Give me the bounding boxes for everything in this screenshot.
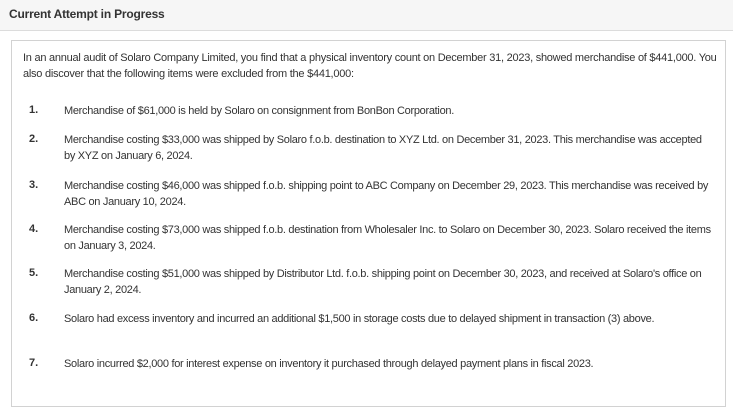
list-item-number: 1. — [29, 104, 39, 116]
list-item-number: 2. — [29, 133, 39, 145]
list-item-text: Merchandise costing $51,000 was shipped by Distributor Ltd. f.o.b. shipping point on December 30, 2023, and received at Solaro's office on January 2, 2024. — [64, 268, 702, 296]
list-item-text: Solaro incurred $2,000 for interest expense on inventory it purchased through delayed payment plans in fiscal 2023. — [64, 358, 594, 370]
list-item-text: Merchandise costing $46,000 was shipped f.o.b. shipping point to ABC Company on December 29, 2023. This merchandise was received by ABC on January 10, 2024. — [64, 180, 709, 208]
list-item-number: 4. — [29, 223, 39, 235]
list-item-text: Merchandise costing $73,000 was shipped f.o.b. destination from Wholesaler Inc. to Solaro on December 30, 2023. Solaro received the items on January 3, 2024. — [64, 224, 711, 252]
list-item-text: Merchandise of $61,000 is held by Solaro on consignment from BonBon Corporation. — [64, 105, 454, 117]
list-item-number: 5. — [29, 267, 39, 279]
list-item-number: 7. — [29, 357, 39, 369]
list-item-text: Merchandise costing $33,000 was shipped by Solaro f.o.b. destination to XYZ Ltd. on December 31, 2023. This merchandise was accepted by XYZ on January 6, 2024. — [64, 134, 702, 162]
list-item-text: Solaro had excess inventory and incurred an additional $1,500 in storage costs due to delayed shipment in transaction (3) above. — [64, 313, 655, 325]
attempt-status-title: Current Attempt in Progress — [9, 7, 165, 21]
list-item-number: 3. — [29, 179, 39, 191]
attempt-header — [0, 0, 733, 31]
list-item-number: 6. — [29, 312, 39, 324]
question-intro: In an annual audit of Solaro Company Limited, you find that a physical inventory count on December 31, 2023, showed merchandise of $441,000. You also discover that the following items were excluded from the $441,000: — [23, 52, 717, 80]
question-panel — [11, 40, 726, 407]
